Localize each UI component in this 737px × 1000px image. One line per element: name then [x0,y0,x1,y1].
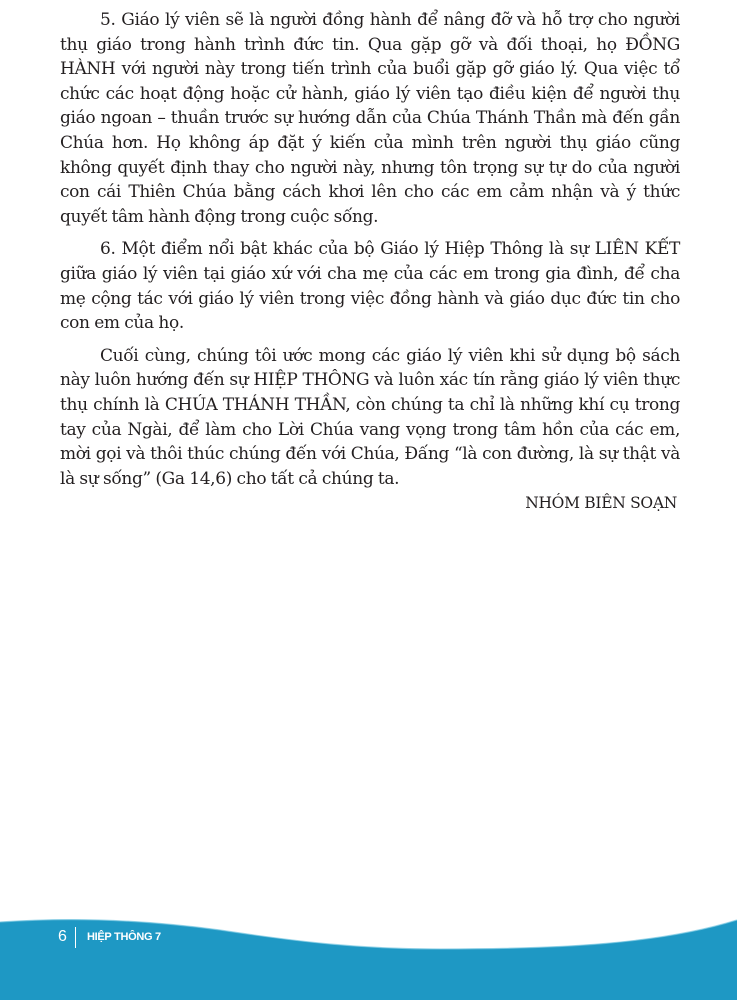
paragraph-5-companion: 5. Giáo lý viên sẽ là người đồng hành để nâng đỡ và hỗ trợ cho người thụ giáo trong hành trình đức tin. Qua gặp gỡ và đối thoại, họ ĐỒNG HÀNH với người này trong tiến trình của buổi gặp gỡ giáo lý. Qua việc tổ chức các hoạt động hoặc cử hành, giáo lý viên tạo điều kiện để người thụ giáo ngoan – thuần trước sự hướng dẫn của Chúa Thánh Thần mà đến gần Chúa hơn. Họ không áp đặt ý kiến của mình trên người thụ giáo cũng không quyết định thay cho người này, nhưng tôn trọng sự tự do của người con cái Thiên Chúa bằng cách khơi lên cho các em cảm nhận và ý thức quyết tâm hành động trong cuộc sống. [60,10,680,227]
page-footer [0,900,737,1000]
page-number: 6 [58,928,67,945]
footer-wave-band [0,900,737,1000]
paragraph-closing: Cuối cùng, chúng tôi ước mong các giáo lý viên khi sử dụng bộ sách này luôn hướng đến sự HIỆP THÔNG và luôn xác tín rằng giáo lý viên thực thụ chính là CHÚA THÁNH THẦN, còn chúng ta chỉ là những khí cụ trong tay của Ngài, để làm cho Lời Chúa vang vọng trong tâm hồn của các em, mời gọi và thôi thúc chúng đến với Chúa, Đấng “là con đường, là sự thật và là sự sống” (Ga 14,6) cho tất cả chúng ta. [60,345,680,489]
signature: NHÓM BIÊN SOẠN [525,494,677,512]
paragraph-6-connection: 6. Một điểm nổi bật khác của bộ Giáo lý Hiệp Thông là sự LIÊN KẾT giữa giáo lý viên tại giáo xứ với cha mẹ của các em trong gia đình, để cha mẹ cộng tác với giáo lý viên trong việc đồng hành và giáo dục đức tin cho con em của họ. [60,239,680,334]
running-title: HIỆP THÔNG 7 [87,931,161,943]
footer-divider [75,927,76,948]
page-body [60,8,680,499]
